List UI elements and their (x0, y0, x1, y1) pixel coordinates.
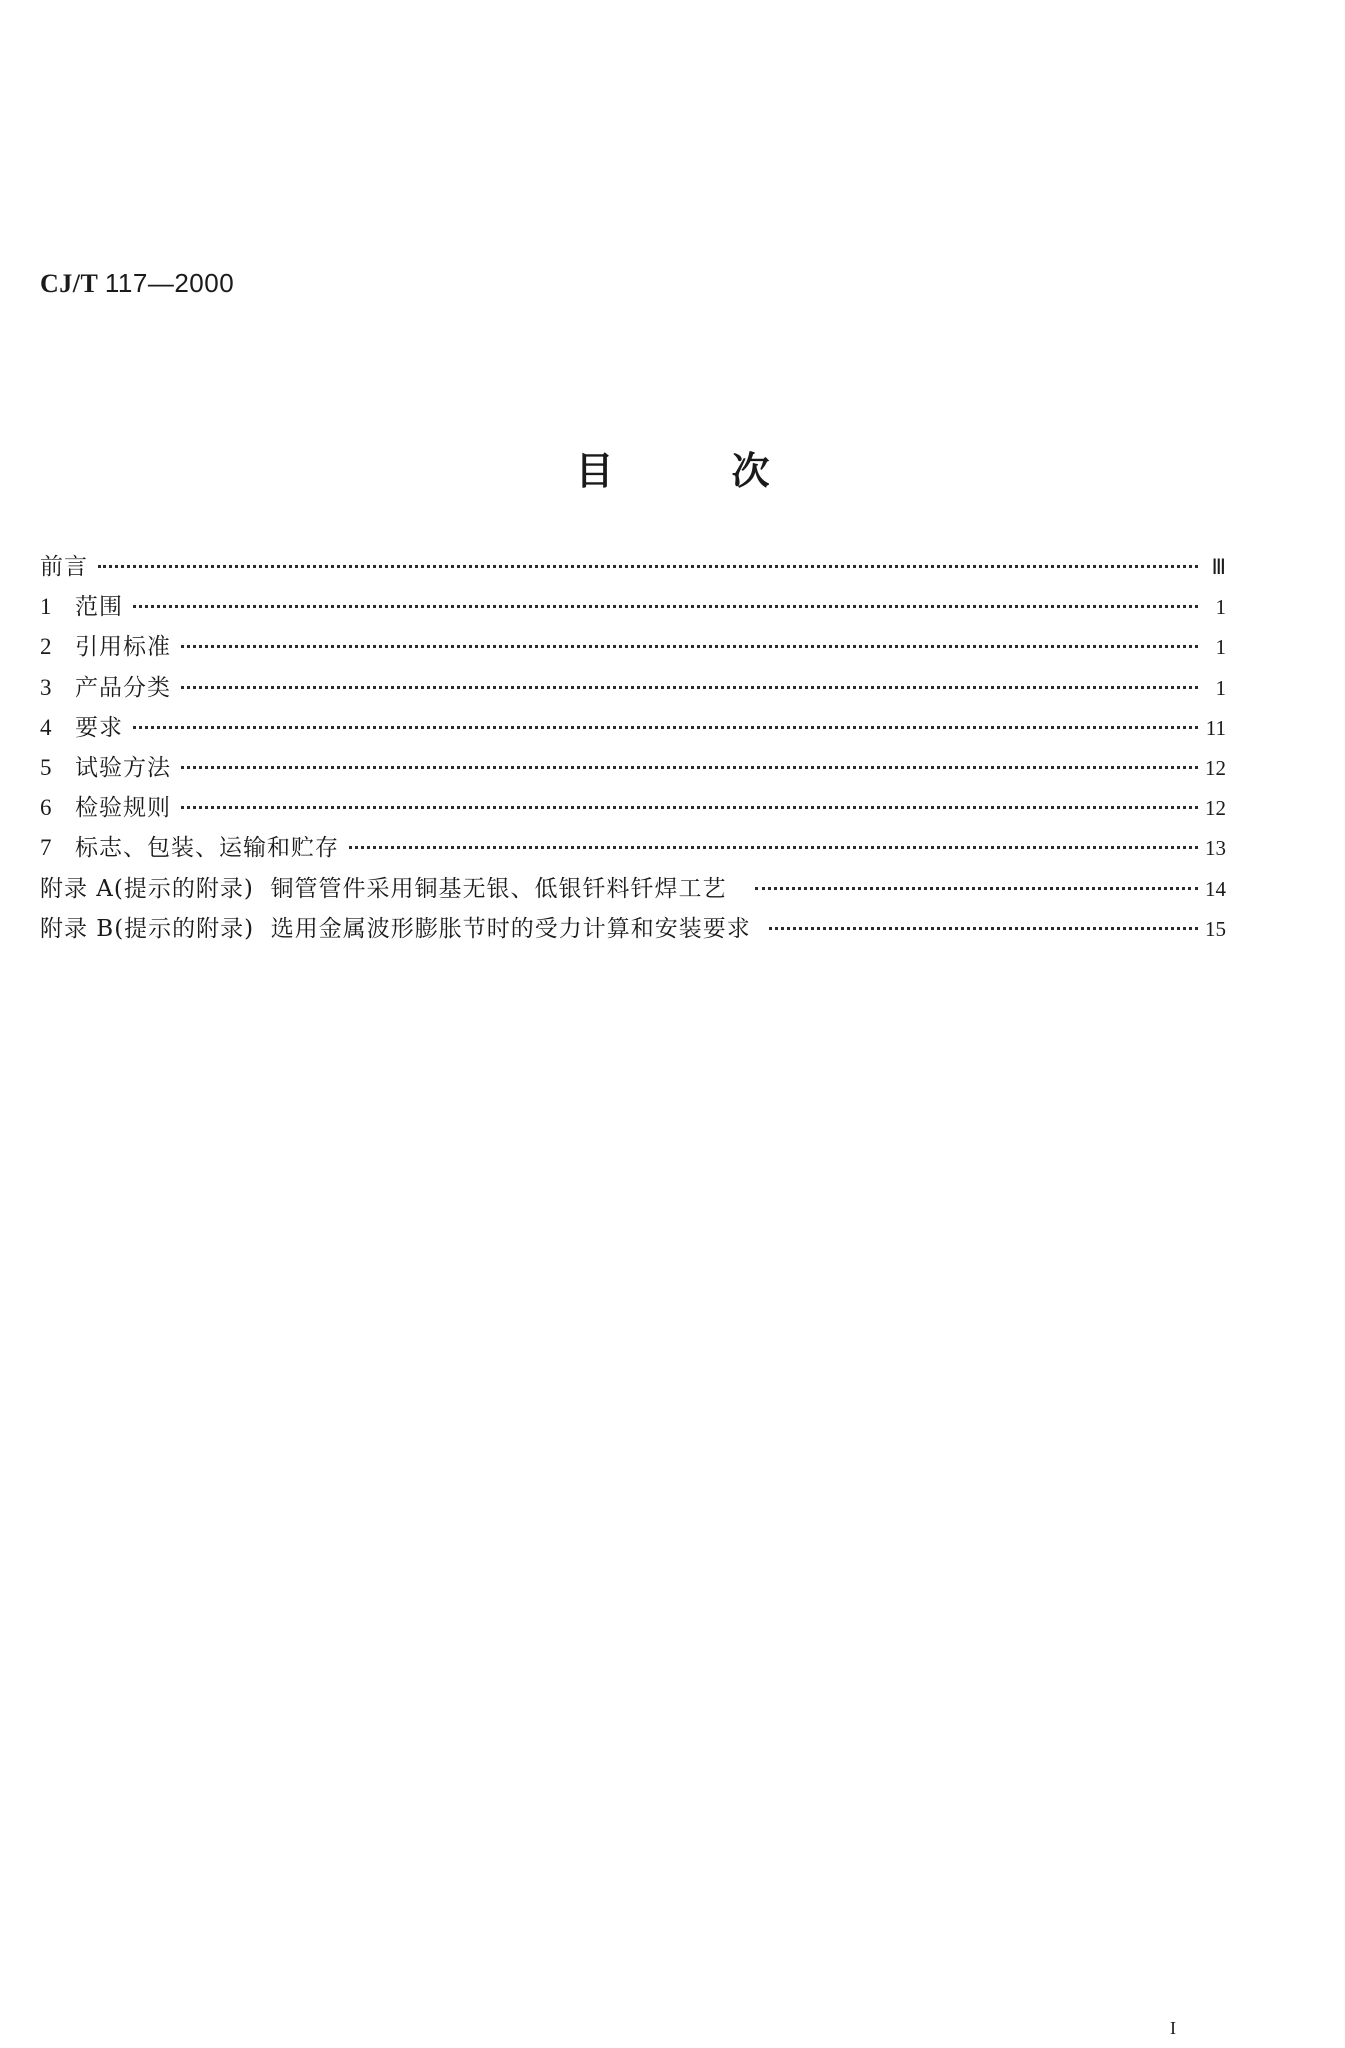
table-of-contents (40, 548, 1226, 950)
toc-entry-6[interactable] (40, 789, 1226, 829)
toc-leader-dots (349, 828, 1198, 849)
toc-entry-label: 试验方法 (75, 754, 171, 781)
toc-entry-page: 12 (1205, 796, 1226, 821)
toc-leader-dots (181, 627, 1198, 648)
toc-leader-dots (769, 909, 1198, 930)
toc-leader-dots (133, 708, 1198, 729)
toc-entry-page: 1 (1215, 595, 1226, 620)
toc-entry-page: 11 (1205, 715, 1226, 740)
toc-entry-label: 检验规则 (75, 795, 171, 822)
toc-title-char-1: 目 (575, 449, 614, 493)
toc-entry-number: 1 (40, 594, 52, 620)
toc-entry-label: 范围 (75, 594, 123, 621)
toc-entry-page: Ⅲ (1211, 555, 1226, 579)
toc-leader-dots (181, 748, 1198, 769)
toc-entry-label: 标志、包装、运输和贮存 (75, 835, 339, 862)
toc-entry-number: 3 (40, 674, 52, 700)
toc-entry-appendix-b[interactable] (40, 910, 1226, 950)
page-number: I (1170, 2018, 1176, 2038)
toc-leader-dots (98, 547, 1198, 568)
toc-entry-page: 1 (1215, 635, 1226, 660)
toc-leader-dots (181, 788, 1198, 809)
standard-code-number: 117—2000 (104, 268, 235, 298)
toc-title (0, 440, 1345, 495)
toc-entry-5[interactable] (40, 749, 1226, 789)
toc-entry-page: 15 (1205, 916, 1226, 941)
toc-entry-label: 产品分类 (75, 674, 171, 701)
toc-entry-number: 4 (40, 714, 52, 740)
toc-entry-appendix-a[interactable] (40, 870, 1226, 910)
toc-entry-4[interactable] (40, 709, 1226, 749)
toc-entry-number: 7 (40, 835, 52, 861)
toc-entry-2[interactable] (40, 628, 1226, 668)
toc-entry-label: 引用标准 (75, 634, 171, 661)
toc-title-char-2: 次 (731, 449, 770, 493)
toc-entry-7[interactable] (40, 829, 1226, 869)
toc-entry-number: 5 (40, 754, 52, 780)
toc-entry-page: 1 (1215, 675, 1226, 700)
toc-entry-page: 14 (1205, 876, 1226, 901)
standard-code (40, 268, 234, 299)
toc-entry-foreword[interactable] (40, 548, 1226, 588)
standard-code-prefix: CJ/T (40, 269, 98, 298)
toc-leader-dots (181, 668, 1198, 689)
toc-entry-3[interactable] (40, 669, 1226, 709)
toc-leader-dots (133, 587, 1198, 608)
toc-entry-label: 前言 (40, 554, 88, 580)
toc-entry-number: 2 (40, 634, 52, 660)
toc-entry-number: 6 (40, 795, 52, 821)
toc-entry-page: 12 (1205, 755, 1226, 780)
toc-entry-label: 附录 B(提示的附录) 选用金属波形膨胀节时的受力计算和安装要求 (40, 915, 751, 942)
toc-leader-dots (755, 869, 1199, 890)
toc-entry-page: 13 (1205, 836, 1226, 861)
toc-entry-1[interactable] (40, 588, 1226, 628)
toc-entry-label: 附录 A(提示的附录) 铜管管件采用铜基无银、低银钎料钎焊工艺 (40, 875, 727, 902)
toc-entry-label: 要求 (75, 714, 123, 741)
